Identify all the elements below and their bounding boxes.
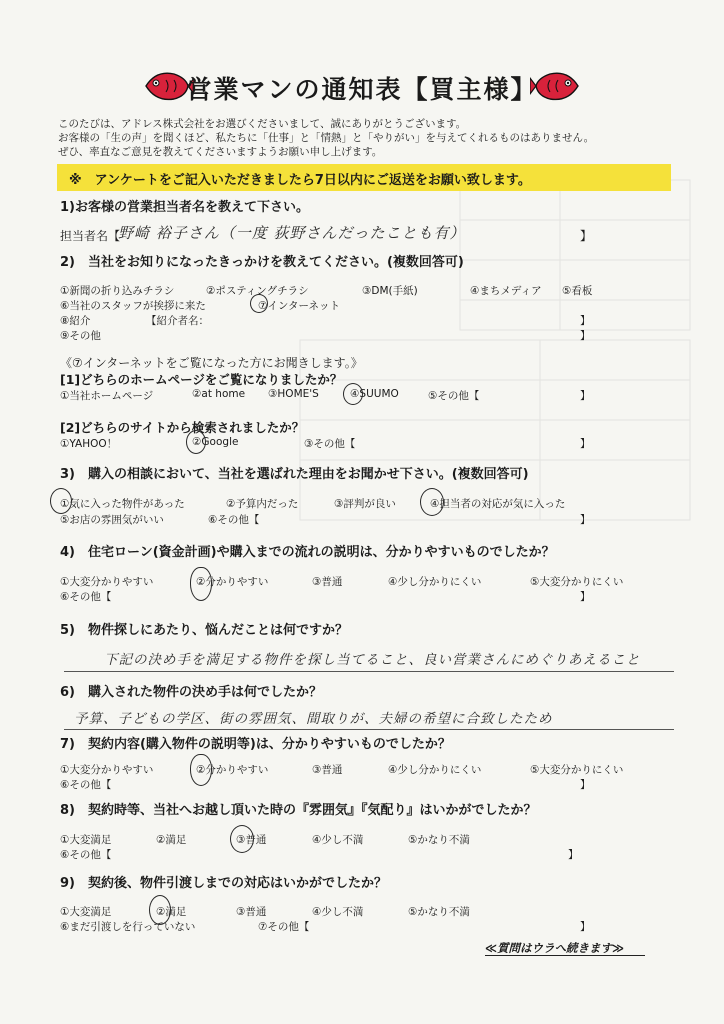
q3-option-4-mark	[420, 488, 444, 516]
q9-other-close: 】	[580, 921, 591, 933]
q5-answer-line	[64, 671, 674, 672]
q9-option-7[interactable]: ⑦その他【	[258, 921, 310, 933]
q3-option-4[interactable]: ④担当者の対応が気に入った	[430, 498, 566, 510]
q4-option-2[interactable]: ②分かりやすい	[196, 576, 269, 588]
page-title: 営業マンの通知表【買主様】	[186, 75, 538, 104]
intro-line-3: ぜひ、率直なご意見を教えてくださいますようお願い申し上げます。	[58, 146, 383, 158]
q1-answer-handwritten[interactable]: 野崎 裕子さん（一度 荻野さんだったことも有）	[118, 224, 466, 242]
q3-option-6[interactable]: ⑥その他【	[208, 514, 260, 526]
q8-question: 8) 契約時等、当社へお越し頂いた時の『雰囲気』『気配り』はいかがでしたか？	[60, 803, 537, 818]
q2-option-4[interactable]: ④まちメディア	[470, 285, 542, 297]
q2-referrer-close: 】	[580, 315, 591, 327]
q9-option-3[interactable]: ③普通	[236, 906, 267, 918]
q3-option-1[interactable]: ①気に入った物件があった	[60, 498, 185, 510]
q2-site-option-3[interactable]: ③HOME'S	[268, 388, 319, 400]
q7-option-2-mark	[190, 754, 212, 786]
q3-option-5[interactable]: ⑤お店の雰囲気がいい	[60, 514, 164, 526]
q4-option-5[interactable]: ⑤大変分かりにくい	[530, 576, 624, 588]
q2-option-3[interactable]: ③DM(手紙)	[362, 285, 418, 297]
q2-referrer-label: 【紹介者名：	[146, 315, 209, 327]
q8-option-5[interactable]: ⑤かなり不満	[408, 834, 470, 846]
q7-option-6[interactable]: ⑥その他【	[60, 779, 112, 791]
q7-option-5[interactable]: ⑤大変分かりにくい	[530, 764, 624, 776]
q4-question: 4) 住宅ローン(資金計画)や購入までの流れの説明は、分かりやすいものでしたか？	[60, 545, 555, 560]
q2-site-option-2[interactable]: ②at home	[192, 388, 246, 400]
q3-other-close: 】	[580, 514, 591, 526]
q2-search-option-2-mark	[186, 430, 206, 454]
q7-question: 7) 契約内容(購入物件の説明等)は、分かりやすいものでしたか？	[60, 737, 451, 752]
q4-option-2-mark	[190, 567, 212, 601]
continued-on-back-note: ≪質問はウラへ続きます≫	[485, 941, 625, 955]
q2-site-question: [1]どちらのホームページをご覧になりましたか？	[60, 372, 343, 387]
q8-other-close: 】	[568, 849, 579, 861]
q7-other-close: 】	[580, 779, 591, 791]
q9-option-5[interactable]: ⑤かなり不満	[408, 906, 470, 918]
intro-line-1: このたびは、アドレス株式会社をお選びくださいまして、誠にありがとうございます。	[58, 118, 467, 130]
q2-site-option-4-mark	[343, 383, 363, 405]
q1-close: 】	[580, 229, 593, 243]
q2-option-5[interactable]: ⑤看板	[562, 285, 593, 297]
q4-option-6[interactable]: ⑥その他【	[60, 591, 112, 603]
q9-option-6[interactable]: ⑥まだ引渡しを行っていない	[60, 921, 196, 933]
q7-option-1[interactable]: ①大変分かりやすい	[60, 764, 154, 776]
q2-option-1[interactable]: ①新聞の折り込みチラシ	[60, 285, 175, 297]
q4-option-1[interactable]: ①大変分かりやすい	[60, 576, 154, 588]
q8-option-3[interactable]: ③普通	[236, 834, 267, 846]
q3-option-2[interactable]: ②予算内だった	[226, 498, 299, 510]
q2-option-7-mark	[250, 294, 268, 313]
q2-other-close: 】	[580, 330, 591, 342]
q2-search-option-3[interactable]: ③その他【	[304, 438, 356, 450]
q8-option-6[interactable]: ⑥その他【	[60, 849, 112, 861]
q2-option-2[interactable]: ②ポスティングチラシ	[206, 285, 309, 297]
q9-option-2[interactable]: ②満足	[156, 906, 187, 918]
q5-question: 5) 物件探しにあたり、悩んだことは何ですか？	[60, 623, 348, 638]
q2-search-option-1[interactable]: ①YAHOO！	[60, 438, 118, 450]
q8-option-1[interactable]: ①大変満足	[60, 834, 112, 846]
intro-line-2: お客様の「生の声」を聞くほど、私たちに「仕事」と「情熱」と「やりがい」を与えてくれるものはありません。	[58, 132, 595, 144]
q7-option-2[interactable]: ②分かりやすい	[196, 764, 269, 776]
q3-option-3[interactable]: ③評判が良い	[334, 498, 396, 510]
q2-option-9[interactable]: ⑨その他	[60, 330, 101, 342]
q8-option-4[interactable]: ④少し不満	[312, 834, 364, 846]
q1-label: 担当者名【	[60, 229, 121, 243]
q7-option-4[interactable]: ④少し分かりにくい	[388, 764, 482, 776]
return-notice-banner	[57, 164, 671, 191]
q9-question: 9) 契約後、物件引渡しまでの対応はいかがでしたか？	[60, 876, 387, 891]
q2-search-close: 】	[580, 438, 591, 450]
q1-question: 1)お客様の営業担当者名を教えて下さい。	[60, 200, 309, 215]
q2-site-option-1[interactable]: ①当社ホームページ	[60, 390, 154, 402]
q2-option-7[interactable]: ⑦インターネット	[258, 300, 340, 312]
q2-internet-heading: 《⑦インターネットをご覧になった方にお聞きします。》	[60, 356, 363, 370]
q5-answer-handwritten[interactable]: 下記の決め手を満足する物件を探し当てること、良い営業さんにめぐりあえること	[104, 652, 641, 668]
return-notice-text: ※ アンケートをご記入いただきましたら7日以内にご返送をお願い致します。	[69, 173, 531, 188]
q9-option-1[interactable]: ①大変満足	[60, 906, 112, 918]
q4-other-close: 】	[580, 591, 591, 603]
q4-option-4[interactable]: ④少し分かりにくい	[388, 576, 482, 588]
q7-option-3[interactable]: ③普通	[312, 764, 343, 776]
q9-option-4[interactable]: ④少し不満	[312, 906, 364, 918]
q4-option-3[interactable]: ③普通	[312, 576, 343, 588]
q6-question: 6) 購入された物件の決め手は何でしたか？	[60, 685, 322, 700]
q2-search-question: [2]どちらのサイトから検索されましたか？	[60, 420, 305, 435]
q2-option-6[interactable]: ⑥当社のスタッフが挨拶に来た	[60, 300, 206, 312]
footer-underline	[485, 955, 645, 956]
q6-answer-line	[64, 729, 674, 730]
q2-search-option-2[interactable]: ②Google	[192, 436, 239, 448]
q2-option-8[interactable]: ⑧紹介	[60, 315, 91, 327]
q2-question: 2) 当社をお知りになったきっかけを教えてください。(複数回答可)	[60, 255, 464, 270]
q6-answer-handwritten[interactable]: 予算、子どもの学区、街の雰囲気、間取りが、夫婦の希望に合致したため	[74, 711, 553, 727]
q2-site-close: 】	[580, 390, 591, 402]
q8-option-3-mark	[230, 825, 254, 853]
q2-site-option-5[interactable]: ⑤その他【	[428, 390, 480, 402]
q2-site-option-4[interactable]: ④SUUMO	[350, 388, 399, 400]
q8-option-2[interactable]: ②満足	[156, 834, 187, 846]
q3-option-1-mark	[50, 488, 72, 514]
q3-question: 3) 購入の相談において、当社を選ばれた理由をお聞かせ下さい。(複数回答可)	[60, 467, 529, 482]
